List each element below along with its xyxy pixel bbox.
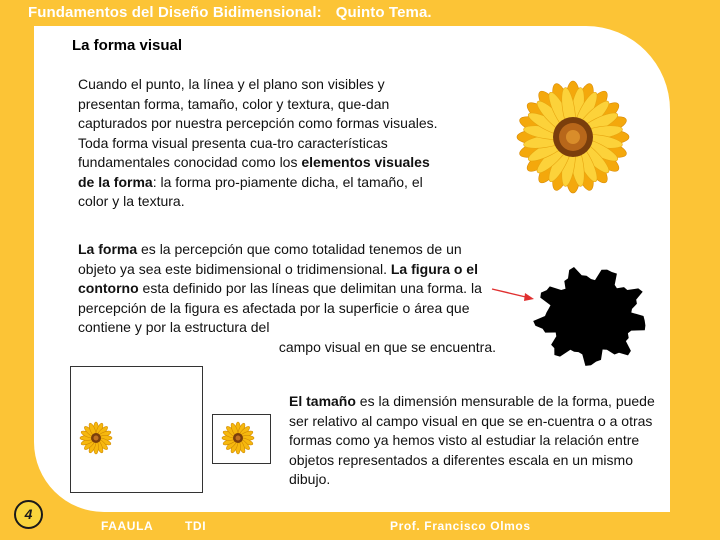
paragraph-tamano: El tamaño es la dimensión mensurable de la forma, puede ser relativo al campo visual en que se en-cuentra o a otras formas como ya hemos visto al estudiar la relación entre objetos representados a diferentes escala en un mismo dibujo. [289,393,655,487]
flower-image-small-1 [79,422,113,454]
bold-term-tamano: El tamaño [289,393,356,409]
footer-author: Prof. Francisco Olmos [390,519,531,533]
pointer-arrow [490,286,540,304]
page-header [28,4,432,21]
section-title: La forma visual [72,37,183,54]
bold-term-forma: La forma [78,241,138,257]
page-number-badge: 4 [14,500,43,529]
flower-silhouette [524,262,659,370]
header-subtitle: Quinto Tema. [335,4,432,21]
footer-school: FAAULA [101,519,154,533]
flower-image-small-2 [221,422,255,454]
paragraph-intro: Cuando el punto, la línea y el plano son visibles y presentan forma, tamaño, color y textura, que-dan capturados por nuestra percepción como formas visuales. Toda forma visual presenta cua-tro características fundamentales conocidad como los elementos visuales de la forma: la forma pro-piamente dicha, el tamaño, el color y la textura. [78,76,438,209]
header-title: Fundamentos del Diseño Bidimensional: [28,4,322,21]
bold-term-figura: La figura o el contorno [78,260,478,296]
flower-image-large [508,77,638,197]
paragraph-forma: La forma es la percepción que como totalidad tenemos de un objeto ya sea este bidimensional o tridimensional. La figura o el contorno esta definido por las líneas que delimitan una forma. la percepción de la figura es afectada por la superficie o área que contiene y por la estructura del campo visual en que se encuentra. [78,241,496,355]
footer-course: TDI [185,519,207,533]
bold-term-elementos: elementos visuales de la forma [78,154,430,190]
